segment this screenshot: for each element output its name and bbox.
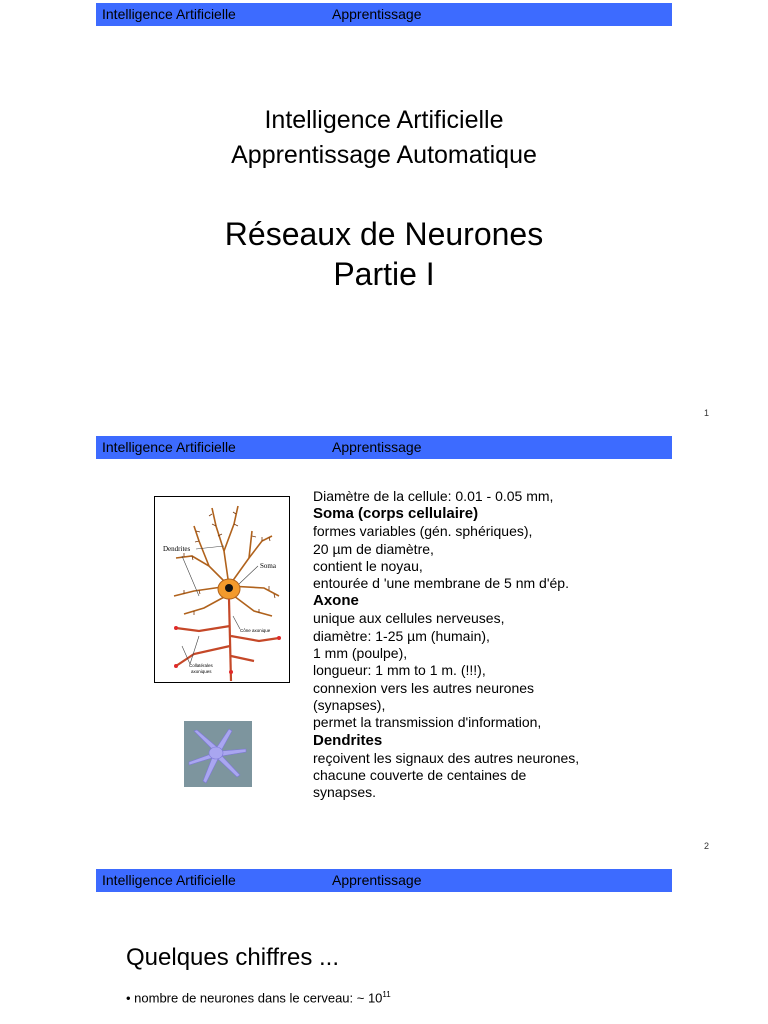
neuron-photo (184, 721, 252, 787)
slide-heading: Quelques chiffres ... (126, 944, 339, 971)
header-topic: Apprentissage (332, 6, 422, 22)
line-0: Diamètre de la cellule: 0.01 - 0.05 mm, (313, 488, 554, 504)
slide-subtitle: Partie I (333, 256, 435, 292)
slide-header-bar (96, 3, 672, 26)
line-10: longueur: 1 mm to 1 m. (!!!), (313, 662, 486, 679)
neuron-diagram (154, 496, 290, 684)
label-cone-axonique: Cône axonique (240, 628, 271, 633)
bullet-text: • nombre de neurones dans le cerveau: ~ 10 (126, 990, 383, 1006)
line-4: contient le noyau, (313, 557, 423, 574)
label-collaterales: Collatérales (189, 663, 213, 668)
slide-main-title: Réseaux de Neurones (224, 216, 544, 252)
slide-header-bar (96, 869, 672, 892)
header-course: Intelligence Artificielle (102, 439, 236, 455)
section-axone: Axone (313, 592, 359, 610)
header-topic: Apprentissage (332, 439, 422, 455)
nucleus (225, 584, 233, 592)
line-9: 1 mm (poulpe), (313, 645, 408, 662)
neuron-description (313, 488, 653, 801)
section-dendrites: Dendrites (313, 731, 383, 749)
bullet-item (126, 990, 391, 1005)
slide-header-bar (96, 436, 672, 459)
label-soma: Soma (260, 562, 276, 570)
line-17: synapses. (313, 784, 377, 801)
slide-title-line1: Intelligence Artificielle (264, 106, 504, 134)
page-number: 2 (704, 841, 710, 851)
line-2: formes variables (gén. sphériques), (313, 523, 533, 540)
line-5: entourée d 'une membrane de 5 nm d'ép. (313, 575, 569, 592)
header-course: Intelligence Artificielle (102, 6, 236, 22)
bullet-exponent: 11 (382, 990, 391, 999)
page-number: 1 (704, 408, 710, 418)
header-topic: Apprentissage (332, 872, 422, 888)
line-12: (synapses), (313, 696, 386, 713)
line-13: permet la transmission d'information, (313, 714, 542, 731)
line-15: reçoivent les signaux des autres neurones, (313, 749, 580, 766)
line-7: unique aux cellules nerveuses, (313, 610, 505, 627)
line-8: diamètre: 1-25 µm (humain), (313, 627, 490, 644)
slide-title-line2: Apprentissage Automatique (231, 141, 537, 169)
section-soma: Soma (corps cellulaire) (313, 505, 479, 523)
line-11: connexion vers les autres neurones (313, 679, 535, 696)
label-dendrites: Dendrites (163, 545, 191, 553)
line-3: 20 µm de diamètre, (313, 540, 434, 557)
line-16: chacune couverte de centaines de (313, 766, 527, 783)
label-axoniques: axoniques (191, 669, 212, 674)
header-course: Intelligence Artificielle (102, 872, 236, 888)
